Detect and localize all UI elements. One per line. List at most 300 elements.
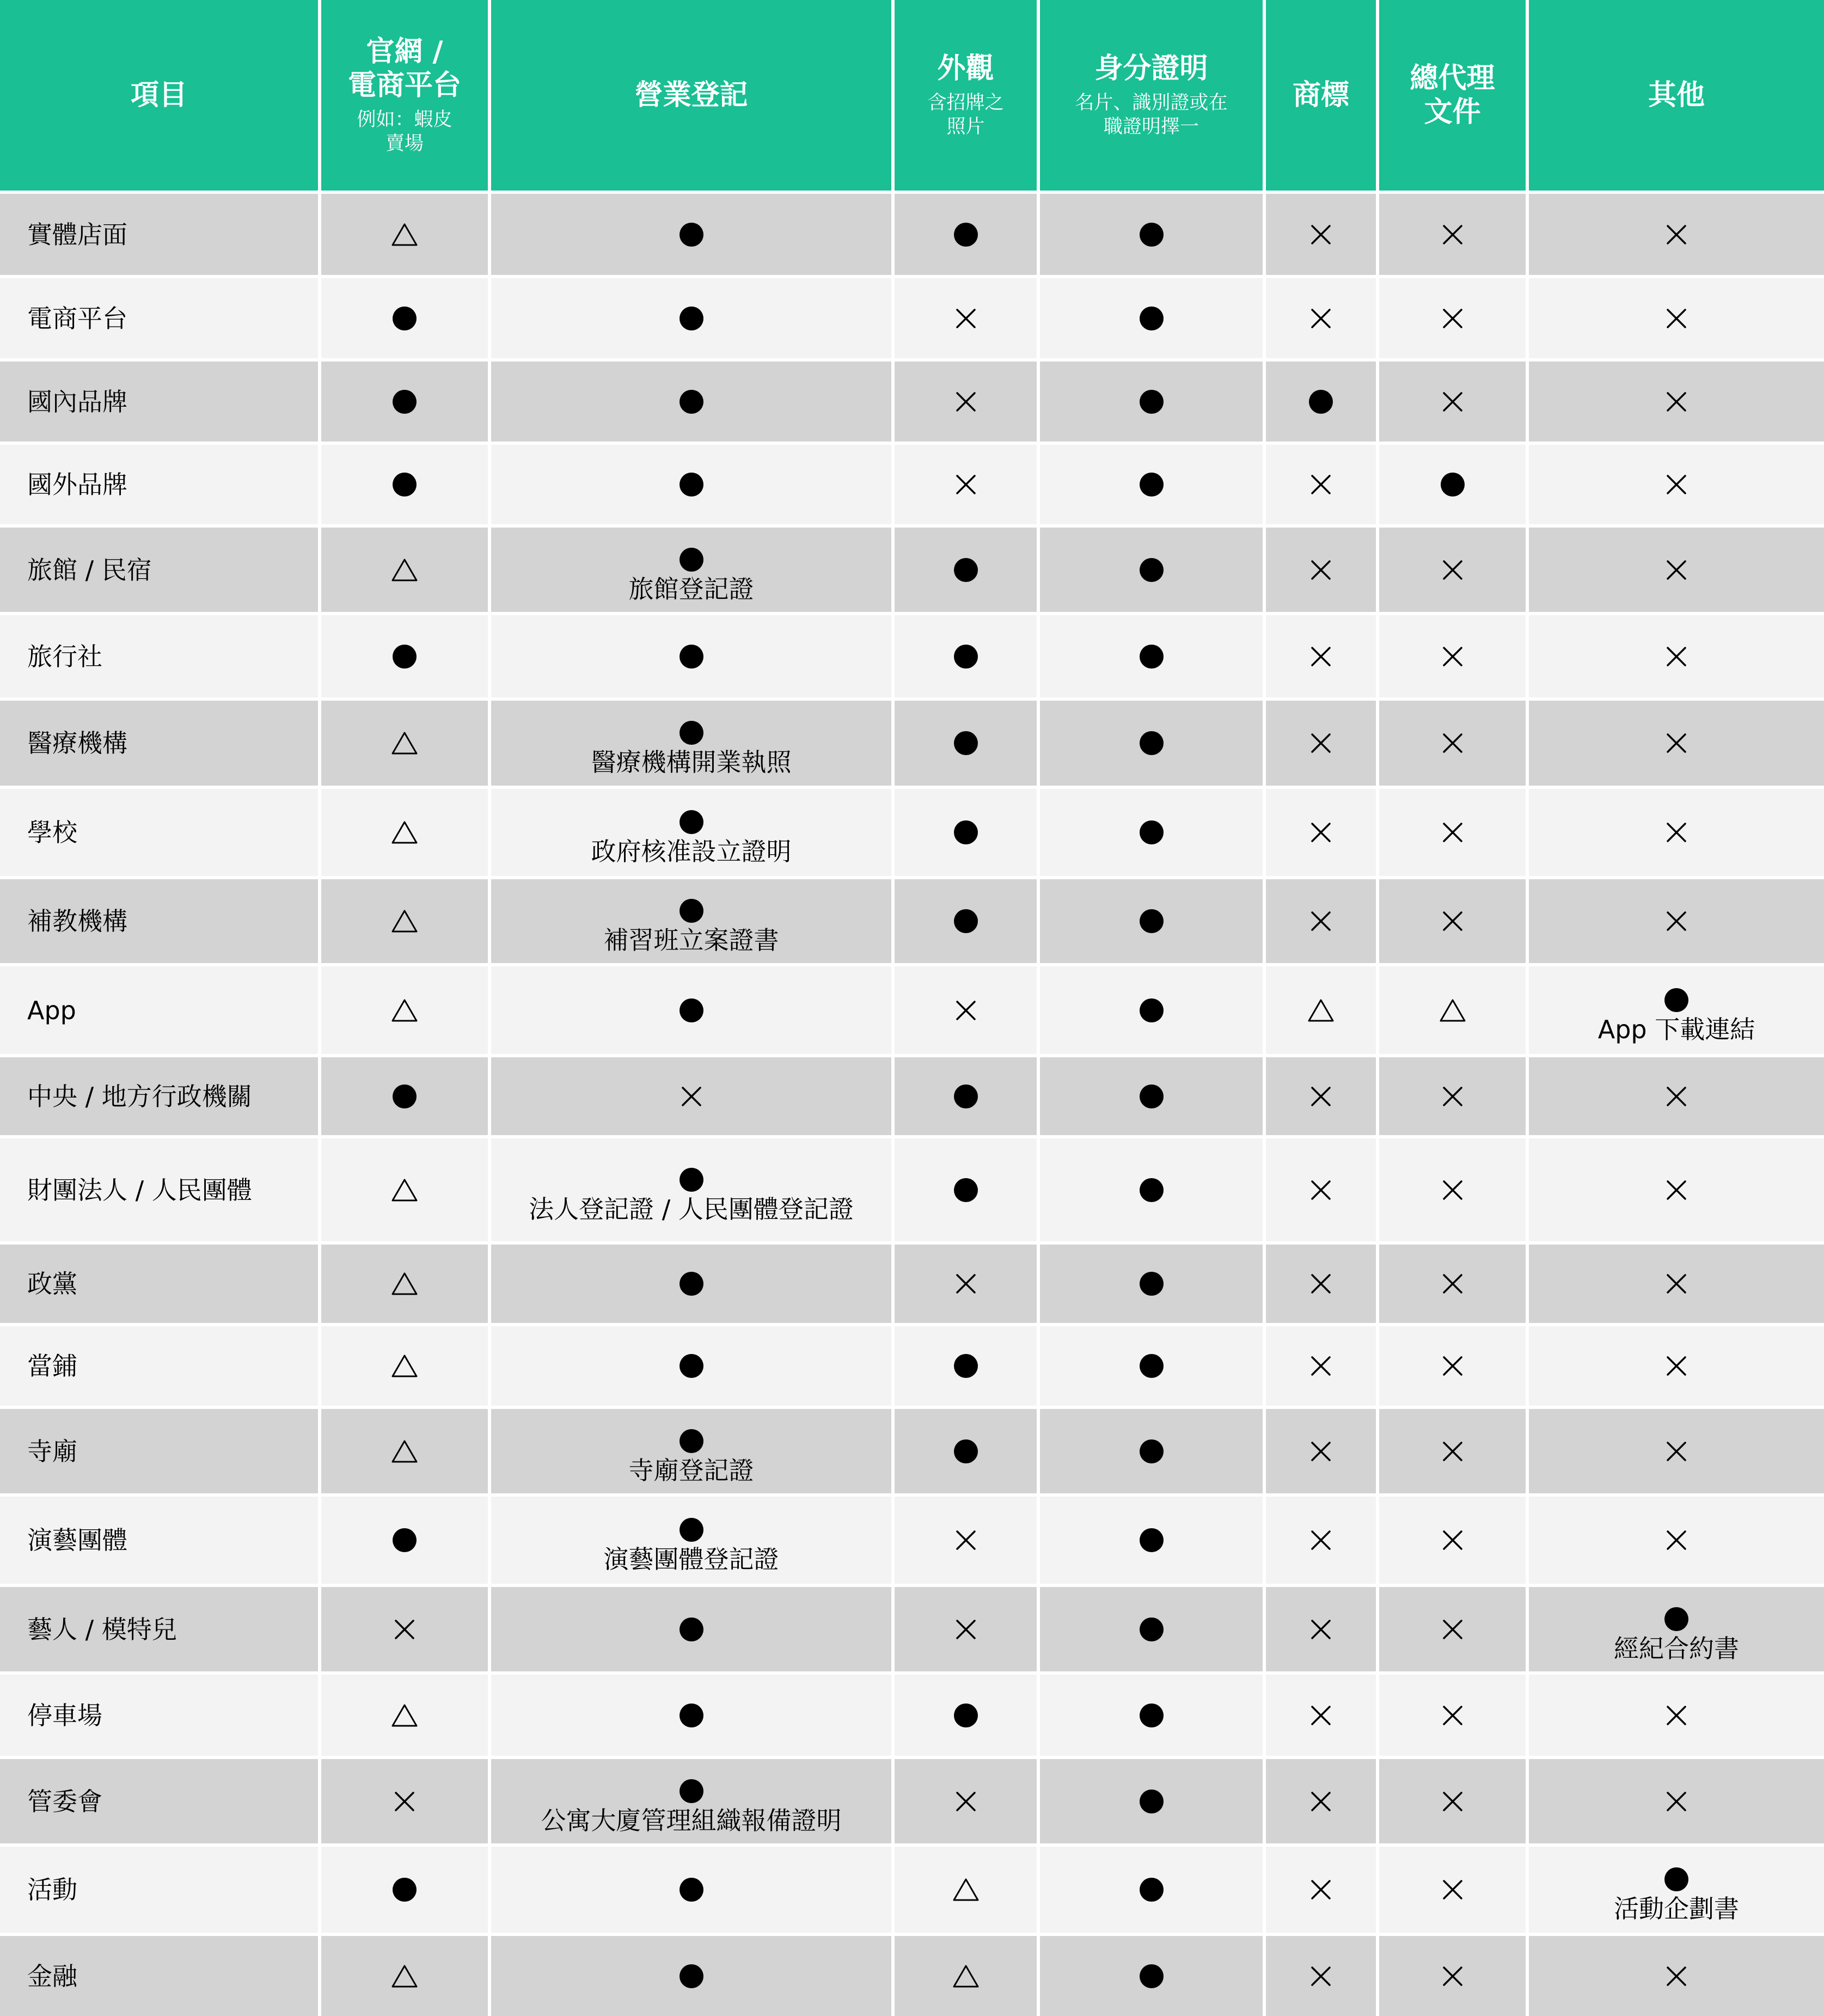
filled-dot-icon [1139,819,1165,845]
row-item-cell [0,1497,318,1584]
cross-icon [1442,391,1464,413]
cell-website [321,1936,488,2016]
cell-website [321,1587,488,1671]
mark-with-note [629,1428,754,1486]
cross-icon [1666,1705,1687,1726]
cell-website [321,528,488,612]
filled-dot-icon [1139,1963,1165,1989]
row-item-cell [0,789,318,876]
filled-dot-icon [678,1702,705,1729]
cross-icon [1310,1879,1332,1901]
filled-dot-icon [678,1271,705,1297]
filled-dot-icon [391,1527,418,1553]
cell-agency-docs [1379,1057,1526,1135]
filled-dot-icon [1663,987,1690,1013]
row-item-cell [0,1057,318,1135]
cross-icon [1666,474,1687,495]
cell-identity-proof [1040,528,1263,612]
cross-icon [1442,1529,1464,1551]
cross-icon [1310,732,1332,754]
cell-other [1529,615,1824,697]
cell-trademark [1266,1587,1376,1671]
cross-icon [955,1273,977,1295]
filled-dot-icon [1139,1788,1165,1815]
filled-dot-icon [1139,1353,1165,1379]
filled-dot-icon [1139,305,1165,332]
cross-icon [955,1000,977,1021]
header-appearance [895,0,1037,191]
row-item-label: 金融 [27,1961,77,1991]
cross-icon [1310,1619,1332,1640]
cell-appearance [895,194,1037,275]
cell-website [321,1759,488,1843]
cell-website [321,361,488,442]
cell-note: 補習班立案證書 [603,926,779,955]
cross-icon [1442,732,1464,754]
cell-website [321,1409,488,1493]
cell-other [1529,966,1824,1054]
row-item-cell [0,445,318,524]
filled-dot-icon [678,1778,705,1804]
cell-appearance [895,1936,1037,2016]
row-item-cell [0,1936,318,2016]
cell-identity-proof [1040,1675,1263,1756]
cell-identity-proof [1040,1245,1263,1323]
cell-other [1529,1587,1824,1671]
cell-other [1529,1138,1824,1241]
header-subtitle: 名片、識別證或在 職證明擇一 [1075,92,1228,138]
filled-dot-icon [1139,1083,1165,1110]
filled-dot-icon [391,305,418,332]
cross-icon [1442,1273,1464,1295]
cell-website [321,278,488,358]
cross-icon [1310,1441,1332,1462]
cell-identity-proof [1040,879,1263,963]
cell-website [321,1675,488,1756]
row-item-label: 電商平台 [27,303,127,333]
row-item-cell [0,1675,318,1756]
cell-appearance [895,445,1037,524]
cell-note: 演藝團體登記證 [603,1545,779,1574]
filled-dot-icon [678,644,705,670]
cell-appearance [895,1057,1037,1135]
row-item-label: 中央 / 地方行政機關 [27,1081,252,1111]
mark-with-note [604,898,779,955]
triangle-icon [391,998,418,1023]
cross-icon [1310,1965,1332,1987]
cell-website [321,615,488,697]
triangle-icon [1307,998,1335,1023]
cell-agency-docs [1379,445,1526,524]
cell-business-registration [491,278,891,358]
cell-business-registration [491,194,891,275]
cell-website [321,966,488,1054]
row-item-cell [0,1138,318,1241]
cross-icon [1442,224,1464,246]
row-item-label: App [27,995,76,1025]
mark-with-note [1614,1606,1739,1664]
header-title: 商標 [1292,79,1349,112]
mark-with-note [629,547,754,604]
cell-business-registration [491,966,891,1054]
cross-icon [1442,1705,1464,1726]
cross-icon [1310,308,1332,329]
header-title: 身分證明 [1094,52,1208,85]
mark-with-note [529,1167,854,1224]
filled-dot-icon [678,305,705,332]
cross-icon [1310,1705,1332,1726]
cell-business-registration [491,1759,891,1843]
mark-with-note [541,1778,842,1836]
cell-website [321,1497,488,1584]
cell-agency-docs [1379,1497,1526,1584]
filled-dot-icon [953,557,979,583]
cell-note: App 下載連結 [1597,1014,1755,1044]
filled-dot-icon [953,1083,979,1110]
cell-website [321,445,488,524]
row-item-cell [0,1847,318,1933]
filled-dot-icon [1139,471,1165,498]
cell-identity-proof [1040,1759,1263,1843]
cell-identity-proof [1040,1936,1263,2016]
cell-trademark [1266,1057,1376,1135]
row-item-cell [0,1409,318,1493]
cell-appearance [895,1138,1037,1241]
header-title: 總代理 文件 [1410,62,1495,128]
filled-dot-icon [678,389,705,415]
filled-dot-icon [1139,1877,1165,1903]
filled-dot-icon [1139,644,1165,670]
cell-other [1529,1675,1824,1756]
triangle-icon [391,557,418,583]
row-item-label: 管委會 [27,1786,102,1816]
cell-agency-docs [1379,1759,1526,1843]
cell-other [1529,445,1824,524]
cell-other [1529,1497,1824,1584]
filled-dot-icon [1139,1177,1165,1203]
cell-appearance [895,701,1037,786]
cell-identity-proof [1040,1497,1263,1584]
cell-agency-docs [1379,615,1526,697]
cell-other [1529,1409,1824,1493]
cell-trademark [1266,528,1376,612]
cell-business-registration [491,1057,891,1135]
row-item-label: 演藝團體 [27,1525,127,1555]
cell-other [1529,879,1824,963]
cross-icon [955,474,977,495]
filled-dot-icon [678,1877,705,1903]
row-item-cell [0,1759,318,1843]
cross-icon [1442,1879,1464,1901]
cell-other [1529,361,1824,442]
cell-appearance [895,966,1037,1054]
cross-icon [1666,1965,1687,1987]
triangle-icon [952,1964,980,1989]
header-agency-docs [1379,0,1526,191]
cross-icon [1310,474,1332,495]
cell-trademark [1266,1759,1376,1843]
cell-business-registration [491,1847,891,1933]
cell-appearance [895,615,1037,697]
filled-dot-icon [1139,1616,1165,1643]
cell-appearance [895,1326,1037,1406]
row-item-label: 醫療機構 [27,728,127,758]
filled-dot-icon [678,809,705,835]
filled-dot-icon [678,720,705,746]
cell-agency-docs [1379,1587,1526,1671]
cell-identity-proof [1040,445,1263,524]
row-item-label: 實體店面 [27,219,127,249]
cell-note: 公寓大廈管理組織報備證明 [541,1805,842,1835]
cell-appearance [895,1587,1037,1671]
filled-dot-icon [953,644,979,670]
cross-icon [955,391,977,413]
cell-trademark [1266,1847,1376,1933]
header-identity-proof [1040,0,1263,191]
triangle-icon [391,222,418,247]
mark-with-note [591,720,792,777]
cell-agency-docs [1379,966,1526,1054]
cell-appearance [895,1497,1037,1584]
row-item-label: 國內品牌 [27,387,127,416]
cross-icon [681,1086,702,1107]
row-item-label: 財團法人 / 人民團體 [27,1175,252,1205]
triangle-icon [391,1271,418,1296]
cell-website [321,194,488,275]
filled-dot-icon [953,222,979,248]
cell-identity-proof [1040,1326,1263,1406]
header-item [0,0,318,191]
cell-trademark [1266,1936,1376,2016]
filled-dot-icon [678,1428,705,1454]
cross-icon [1442,1086,1464,1107]
cell-agency-docs [1379,1847,1526,1933]
cell-business-registration [491,1675,891,1756]
cell-other [1529,278,1824,358]
filled-dot-icon [953,1702,979,1729]
cell-website [321,1847,488,1933]
cross-icon [1310,1179,1332,1201]
cell-other [1529,789,1824,876]
filled-dot-icon [953,819,979,845]
triangle-icon [1439,998,1466,1023]
filled-dot-icon [1139,389,1165,415]
row-item-cell [0,1245,318,1323]
filled-dot-icon [678,1517,705,1543]
cell-agency-docs [1379,1936,1526,2016]
header-other [1529,0,1824,191]
cross-icon [1442,910,1464,932]
cross-icon [1666,224,1687,246]
filled-dot-icon [953,1177,979,1203]
cell-trademark [1266,966,1376,1054]
row-item-label: 藝人 / 模特兒 [27,1614,177,1644]
cell-agency-docs [1379,528,1526,612]
row-item-cell [0,278,318,358]
cell-website [321,1057,488,1135]
triangle-icon [391,1964,418,1989]
cell-trademark [1266,194,1376,275]
cell-business-registration [491,789,891,876]
row-item-label: 旅行社 [27,641,102,671]
cell-identity-proof [1040,1057,1263,1135]
cross-icon [1442,1441,1464,1462]
cell-agency-docs [1379,361,1526,442]
cell-other [1529,1057,1824,1135]
cross-icon [1310,1791,1332,1812]
filled-dot-icon [678,1963,705,1989]
cell-other [1529,1759,1824,1843]
cross-icon [955,1619,977,1640]
cross-icon [1442,559,1464,581]
filled-dot-icon [678,898,705,924]
cell-other [1529,1847,1824,1933]
cell-identity-proof [1040,966,1263,1054]
cell-other [1529,1936,1824,2016]
cross-icon [394,1619,415,1640]
cell-business-registration [491,1245,891,1323]
cross-icon [1310,1529,1332,1551]
cross-icon [1666,1441,1687,1462]
header-title: 外觀 [937,52,994,85]
cell-business-registration [491,1936,891,2016]
cell-trademark [1266,445,1376,524]
cell-business-registration [491,445,891,524]
cell-trademark [1266,1245,1376,1323]
cross-icon [1666,559,1687,581]
cell-note: 政府核准設立證明 [591,837,792,866]
cell-identity-proof [1040,194,1263,275]
cross-icon [1666,822,1687,843]
header-subtitle: 含招牌之 照片 [927,92,1004,138]
filled-dot-icon [678,547,705,573]
cell-agency-docs [1379,278,1526,358]
cell-appearance [895,1409,1037,1493]
row-item-label: 學校 [27,818,77,847]
cell-trademark [1266,701,1376,786]
cell-business-registration [491,1587,891,1671]
cell-note: 醫療機構開業執照 [591,747,792,777]
cell-appearance [895,789,1037,876]
cross-icon [1666,391,1687,413]
cross-icon [1666,732,1687,754]
filled-dot-icon [1139,1438,1165,1464]
cell-business-registration [491,1497,891,1584]
row-item-label: 補教機構 [27,906,127,936]
filled-dot-icon [953,1353,979,1379]
row-item-label: 當鋪 [27,1351,77,1381]
filled-dot-icon [678,471,705,498]
mark-with-note [1598,987,1755,1045]
header-title: 官網 / 電商平台 [347,35,461,102]
cell-identity-proof [1040,278,1263,358]
cross-icon [1310,822,1332,843]
filled-dot-icon [678,222,705,248]
cell-appearance [895,1847,1037,1933]
cell-note: 活動企劃書 [1614,1894,1739,1923]
cell-identity-proof [1040,1847,1263,1933]
header-trademark [1266,0,1376,191]
cell-trademark [1266,879,1376,963]
cross-icon [1666,308,1687,329]
row-item-label: 寺廟 [27,1436,77,1466]
cell-website [321,701,488,786]
row-item-cell [0,615,318,697]
cell-trademark [1266,615,1376,697]
cross-icon [1442,646,1464,667]
cell-business-registration [491,1138,891,1241]
header-subtitle: 例如：蝦皮 賣場 [357,109,452,155]
cross-icon [955,308,977,329]
mark-with-note [1614,1866,1739,1924]
cross-icon [1310,1355,1332,1377]
filled-dot-icon [1139,908,1165,934]
cross-icon [1310,1273,1332,1295]
row-item-cell [0,361,318,442]
filled-dot-icon [678,1353,705,1379]
cross-icon [1442,308,1464,329]
cell-trademark [1266,361,1376,442]
cross-icon [1666,910,1687,932]
cell-other [1529,194,1824,275]
cross-icon [1666,1355,1687,1377]
cell-website [321,789,488,876]
triangle-icon [391,909,418,934]
cell-appearance [895,528,1037,612]
cell-appearance [895,1759,1037,1843]
filled-dot-icon [1139,1702,1165,1729]
filled-dot-icon [953,730,979,756]
row-item-label: 旅館 / 民宿 [27,555,152,585]
cell-trademark [1266,1675,1376,1756]
cell-agency-docs [1379,1245,1526,1323]
cross-icon [1442,822,1464,843]
row-item-cell [0,879,318,963]
cross-icon [1310,1086,1332,1107]
cell-trademark [1266,1326,1376,1406]
cell-trademark [1266,1409,1376,1493]
row-item-cell [0,1326,318,1406]
cell-website [321,879,488,963]
cell-appearance [895,879,1037,963]
cell-agency-docs [1379,1138,1526,1241]
header-title: 營業登記 [634,79,748,112]
filled-dot-icon [391,1083,418,1110]
cell-agency-docs [1379,1675,1526,1756]
filled-dot-icon [391,389,418,415]
cell-appearance [895,1675,1037,1756]
cross-icon [394,1791,415,1812]
cell-identity-proof [1040,701,1263,786]
triangle-icon [391,1353,418,1378]
filled-dot-icon [1139,1271,1165,1297]
cell-note: 寺廟登記證 [628,1455,754,1485]
filled-dot-icon [391,644,418,670]
cross-icon [1666,1791,1687,1812]
cell-note: 法人登記證 / 人民團體登記證 [529,1194,854,1224]
header-business-registration [491,0,891,191]
cross-icon [1442,1179,1464,1201]
cell-agency-docs [1379,1409,1526,1493]
filled-dot-icon [1139,1527,1165,1553]
cross-icon [955,1791,977,1812]
filled-dot-icon [1139,222,1165,248]
cell-appearance [895,361,1037,442]
cell-identity-proof [1040,1138,1263,1241]
filled-dot-icon [1139,730,1165,756]
triangle-icon [391,820,418,845]
cell-business-registration [491,1326,891,1406]
